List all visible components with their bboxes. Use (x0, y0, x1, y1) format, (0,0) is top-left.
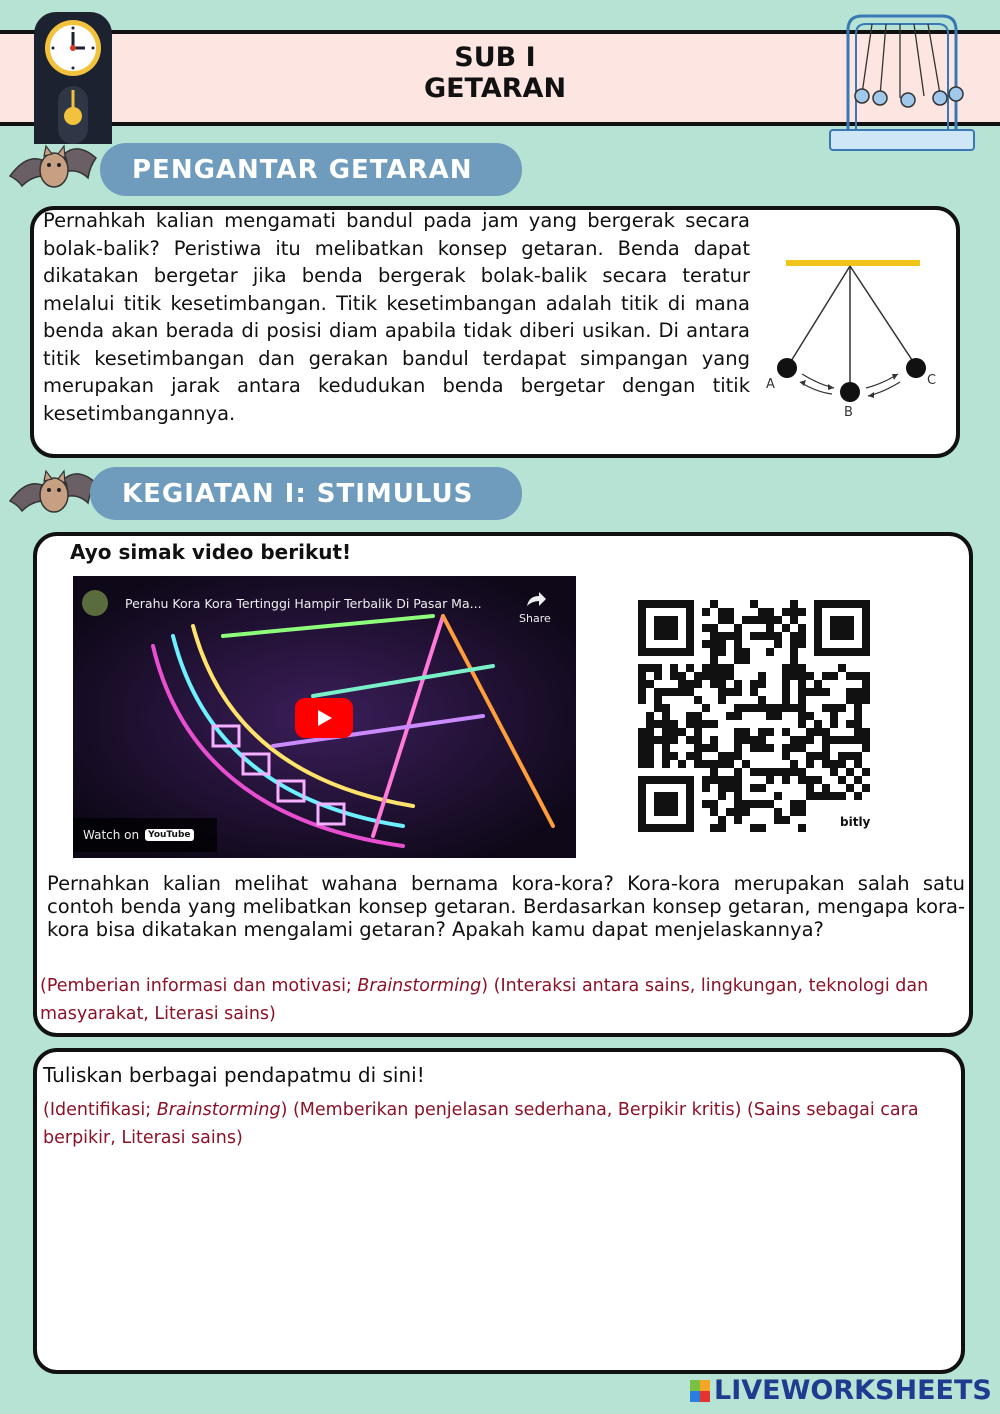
bat-icon (8, 140, 98, 198)
bob-b (840, 382, 860, 402)
liveworksheets-logo-icon (690, 1380, 710, 1402)
learning-tag: (Pemberian informasi dan motivasi; Brainstorming) (Interaksi antara sains, lingkungan, teknologi dan masyarakat, Literasi sains) (40, 976, 929, 1024)
answer-tag: (Identifikasi; Brainstorming) (Memberikan penjelasan sederhana, Berpikir kritis) (Sains sebagai cara berpikir, Literasi sains) (43, 1100, 919, 1148)
pendulum-support (786, 260, 920, 266)
intro-paragraph: Pernahkah kalian mengamati bandul pada jam yang bergerak secara bolak-balik? Peristiwa itu melibatkan konsep getaran. Benda dapat dikatakan bergetar jika benda bergerak bolak-balik secara teratur melalui titik kesetimbangan. Titik kesetimbangan adalah titik di mana benda akan berada di posisi diam apabila tidak diberi usikan. Di antara titik kesetimbangan dan gerakan bandul terdapat simpangan yang merupakan jarak antara kedudukan benda bergetar dengan titik kesetimbangannya. (43, 209, 750, 425)
title-line-2: GETARAN (423, 73, 567, 104)
title-line-1: SUB I (454, 42, 536, 73)
label-a: A (766, 377, 775, 392)
qr-code[interactable] (638, 600, 872, 832)
section-heading-label: KEGIATAN I: STIMULUS (122, 478, 474, 509)
pendulum-clock-icon (32, 10, 114, 146)
qr-caption: bitly (840, 815, 871, 829)
label-b: B (844, 405, 853, 420)
stimulus-question: Pernahkan kalian melihat wahana bernama kora-kora? Kora-kora merupakan salah satu contoh benda yang melibatkan konsep getaran. Berdasarkan konsep getaran, mengapa kora-kora bisa dikatakan mengalami getaran? Apakah kamu dapat menjelaskannya? (47, 872, 965, 941)
section-heading-pengantar (100, 143, 522, 196)
play-button-icon[interactable] (295, 698, 353, 738)
watch-on-youtube-button[interactable] (73, 818, 217, 852)
qr-finder-pattern (654, 616, 678, 640)
share-icon[interactable] (525, 590, 547, 608)
section-heading-label: PENGANTAR GETARAN (132, 154, 473, 185)
youtube-logo: YouTube (145, 829, 193, 841)
label-c: C (927, 373, 937, 388)
liveworksheets-brand: LIVEWORKSHEETS (714, 1375, 992, 1406)
qr-finder-pattern (830, 616, 854, 640)
pendulum-diagram (758, 250, 948, 425)
liveworksheets-logo[interactable] (690, 1375, 992, 1406)
answer-heading: Tuliskan berbagai pendapatmu di sini! (43, 1063, 425, 1087)
answer-input[interactable] (45, 1160, 950, 1360)
qr-finder-pattern (654, 792, 678, 816)
bat-icon (8, 465, 98, 523)
share-label[interactable]: Share (519, 612, 551, 625)
stimulus-prompt: Ayo simak video berikut! (70, 540, 352, 564)
bob-c (906, 358, 926, 378)
watch-on-label: Watch on (83, 828, 140, 842)
newtons-cradle-icon (828, 12, 978, 154)
section-heading-kegiatan (90, 467, 522, 520)
video-player[interactable] (73, 576, 576, 858)
video-title[interactable]: Perahu Kora Kora Tertinggi Hampir Terbalik Di Pasar Ma... (125, 596, 482, 611)
bob-a (777, 358, 797, 378)
page-title (300, 42, 690, 104)
